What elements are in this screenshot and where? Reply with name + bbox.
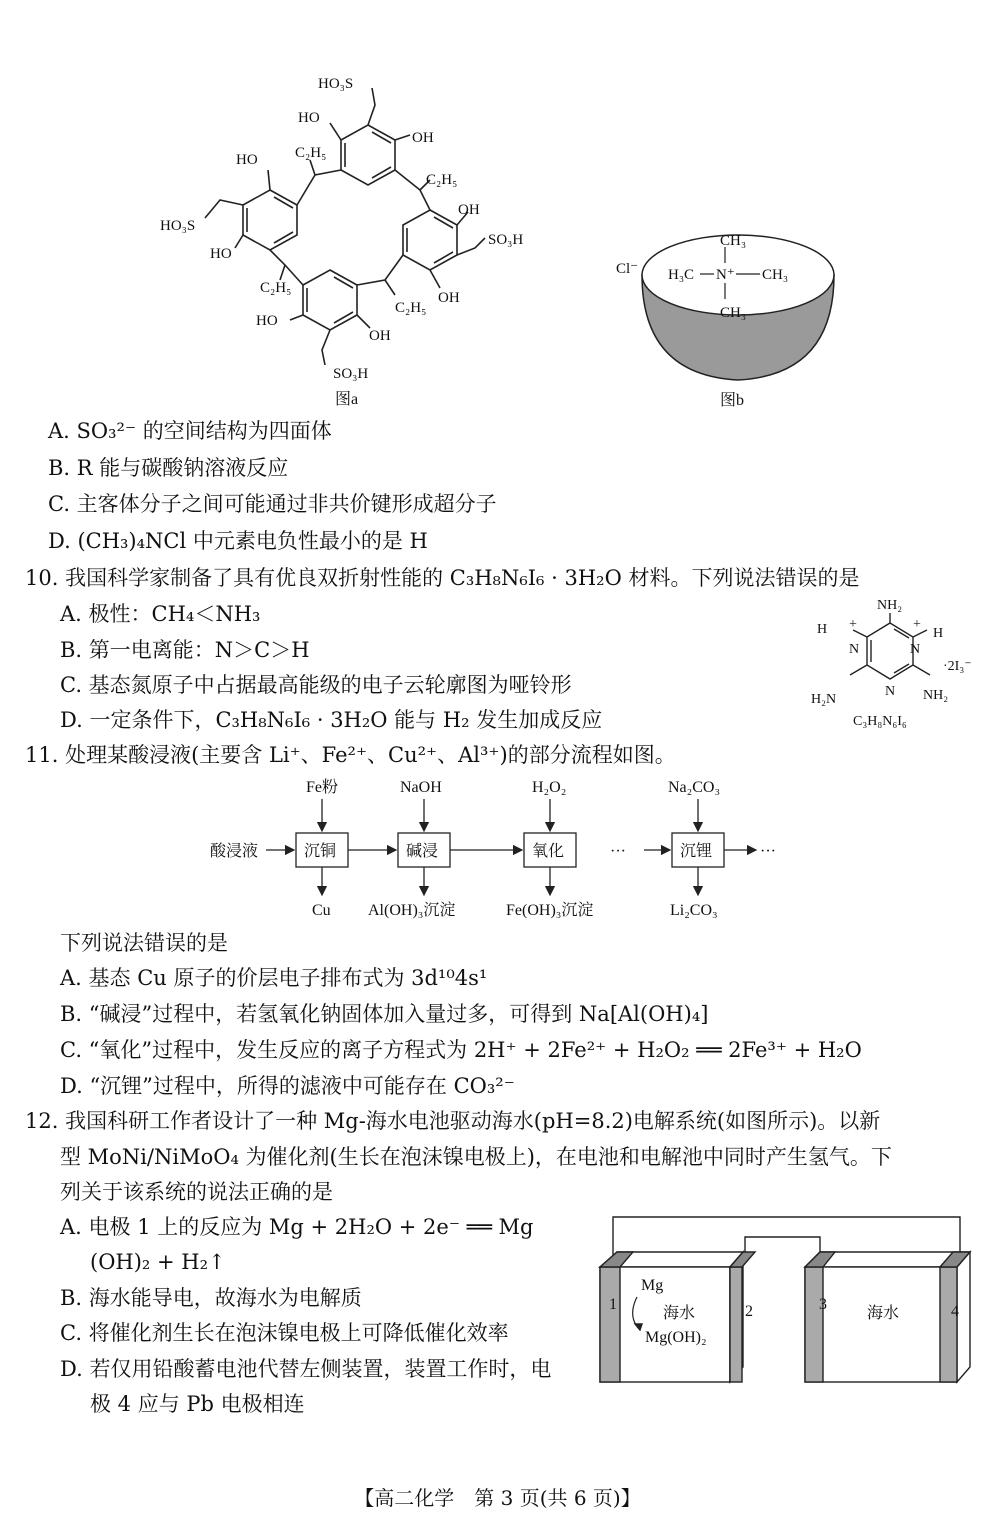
q10-option-a: A. 极性：CH₄＜NH₃ xyxy=(60,602,261,626)
q12-cell-diagram xyxy=(595,1212,975,1387)
q10-fig-caption: C₃H₈N₆I₆ xyxy=(853,714,907,729)
label-ch3-right: CH₃ xyxy=(762,267,789,283)
figure-a-calixarene xyxy=(150,60,570,420)
label-cl: Cl⁻ xyxy=(616,261,639,277)
ring-top xyxy=(341,125,395,185)
label-n-plus: N⁺ xyxy=(716,267,735,283)
q9-option-b: B. R 能与碳酸钠溶液反应 xyxy=(48,456,289,480)
electrode-3-label: 3 xyxy=(819,1296,827,1313)
electrode-1-label: 1 xyxy=(609,1296,617,1313)
figure-a-caption: 图a xyxy=(335,391,359,408)
q11-flowchart xyxy=(200,775,800,925)
q12-stem-3: 列关于该系统的说法正确的是 xyxy=(60,1180,333,1204)
q10-option-d: D. 一定条件下，C₃H₈N₆I₆ · 3H₂O 能与 H₂ 发生加成反应 xyxy=(60,708,603,732)
electrode-4-label: 4 xyxy=(951,1303,959,1320)
q9-option-c: C. 主客体分子之间可能通过非共价键形成超分子 xyxy=(48,492,497,516)
q10-fig-h-right: H xyxy=(933,626,944,641)
q10-option-c: C. 基态氮原子中占据最高能级的电子云轮廓图为哑铃形 xyxy=(60,673,572,697)
label-c2h5-4: C₂H₅ xyxy=(395,300,427,316)
q12-option-d-2: 极 4 应与 Pb 电极相连 xyxy=(90,1392,305,1416)
q12-option-a-1: A. 电极 1 上的反应为 Mg + 2H₂O + 2e⁻ ══ Mg xyxy=(60,1215,534,1239)
q10-fig-n-left: N xyxy=(849,642,860,657)
q12-stem-2: 型 MoNi/NiMoO₄ 为催化剂(生长在泡沫镍电极上)，在电池和电解池中同时产生氢气。下 xyxy=(60,1145,892,1169)
q12-option-c: C. 将催化剂生长在泡沫镍电极上可降低催化效率 xyxy=(60,1321,509,1345)
flow-product-4: Li₂CO₃ xyxy=(670,902,718,919)
flow-reagent-4: Na₂CO₃ xyxy=(668,779,721,796)
label-so3h-right: SO₃H xyxy=(488,232,524,248)
q10-stem: 10. 我国科学家制备了具有优良双折射性能的 C₃H₈N₆I₆ · 3H₂O 材料。下列说法错误的是 xyxy=(25,566,860,590)
ring-right xyxy=(403,210,457,270)
q10-fig-n-bottom: N xyxy=(885,684,896,699)
q10-fig-plus1: + xyxy=(849,617,857,632)
q10-option-b: B. 第一电离能：N＞C＞H xyxy=(60,638,310,662)
label-ho1: HO xyxy=(298,110,320,126)
ring-bottom xyxy=(303,270,357,330)
label-oh4: OH xyxy=(369,328,391,344)
flow-ellipsis-2: ··· xyxy=(760,843,776,860)
q10-fig-i3: ·2I₃⁻ xyxy=(943,659,972,674)
label-hoso-left: HO₃S xyxy=(160,218,196,234)
label-ch3-bottom: CH₃ xyxy=(720,305,747,321)
flow-box-1-label: 沉铜 xyxy=(304,843,337,860)
q10-fig-h2n: H₂N xyxy=(811,692,837,707)
label-ho4: HO xyxy=(256,313,278,329)
q10-fig-plus2: + xyxy=(913,617,921,632)
figure-b-caption: 图b xyxy=(720,392,745,409)
q10-fig-nh2-top: NH₂ xyxy=(877,598,903,613)
label-mg: Mg xyxy=(641,1277,664,1294)
q11-option-c: C. “氧化”过程中，发生反应的离子方程式为 2H⁺ + 2Fe²⁺ + H₂O₂ ══ 2Fe³⁺ + H₂O xyxy=(60,1038,862,1062)
label-ho2: HO xyxy=(236,152,258,168)
label-c2h5-2: C₂H₅ xyxy=(426,172,458,188)
label-oh1: OH xyxy=(412,130,434,146)
label-c2h5-3: C₂H₅ xyxy=(260,280,292,296)
label-so3h-bottom: SO₃H xyxy=(333,366,369,382)
flow-input: 酸浸液 xyxy=(210,843,259,860)
label-hoso-top: HO₃S xyxy=(318,76,354,92)
flow-product-1: Cu xyxy=(312,902,331,919)
label-c2h5-1: C₂H₅ xyxy=(295,145,327,161)
label-seawater-left: 海水 xyxy=(663,1305,696,1322)
label-oh3: OH xyxy=(438,290,460,306)
q11-option-b: B. “碱浸”过程中，若氢氧化钠固体加入量过多，可得到 Na[Al(OH)₄] xyxy=(60,1002,709,1026)
ring-left xyxy=(243,190,297,250)
q12-option-a-2: (OH)₂ + H₂↑ xyxy=(90,1250,226,1274)
label-ch3-top: CH₃ xyxy=(720,233,747,249)
flow-reagent-3: H₂O₂ xyxy=(532,779,567,796)
q10-fig-h-left: H xyxy=(817,622,828,637)
q12-stem-1: 12. 我国科研工作者设计了一种 Mg-海水电池驱动海水(pH=8.2)电解系统(如图所示)。以新 xyxy=(25,1109,881,1133)
flow-box-3-label: 氧化 xyxy=(532,843,565,860)
q11-stem: 11. 处理某酸浸液(主要含 Li⁺、Fe²⁺、Cu²⁺、Al³⁺)的部分流程如图。 xyxy=(25,743,676,767)
label-mgoh2: Mg(OH)₂ xyxy=(645,1329,707,1346)
q12-option-d-1: D. 若仅用铅酸蓄电池代替左侧装置，装置工作时，电 xyxy=(60,1357,552,1381)
flow-box-2-label: 碱浸 xyxy=(406,843,439,860)
flow-product-3: Fe(OH)₃沉淀 xyxy=(506,902,594,919)
q9-option-d: D. (CH₃)₄NCl 中元素电负性最小的是 H xyxy=(48,529,428,553)
q11-option-a: A. 基态 Cu 原子的价层电子排布式为 3d¹⁰4s¹ xyxy=(60,966,488,990)
label-ho3: HO xyxy=(210,246,232,262)
flow-box-4-label: 沉锂 xyxy=(680,843,713,860)
figure-b-bowl xyxy=(610,225,850,415)
q11-lead: 下列说法错误的是 xyxy=(60,931,228,955)
q12-option-b: B. 海水能导电，故海水为电解质 xyxy=(60,1286,362,1310)
label-h3c: H₃C xyxy=(668,267,695,283)
q10-fig-nh2-right: NH₂ xyxy=(923,688,949,703)
label-seawater-right: 海水 xyxy=(867,1305,900,1322)
electrode-2-label: 2 xyxy=(745,1303,753,1320)
q9-option-a: A. SO₃²⁻ 的空间结构为四面体 xyxy=(48,419,332,443)
page-footer: 【高二化学 第 3 页(共 6 页)】 xyxy=(354,1486,641,1510)
q10-fig-n-right: N xyxy=(910,642,921,657)
figure-q10-melaminium xyxy=(805,595,985,735)
label-oh2: OH xyxy=(458,202,480,218)
flow-reagent-2: NaOH xyxy=(400,779,442,796)
q11-option-d: D. “沉锂”过程中，所得的滤液中可能存在 CO₃²⁻ xyxy=(60,1074,515,1098)
flow-reagent-1: Fe粉 xyxy=(306,779,339,796)
flow-product-2: Al(OH)₃沉淀 xyxy=(368,902,456,919)
flow-ellipsis-1: ··· xyxy=(610,843,626,860)
